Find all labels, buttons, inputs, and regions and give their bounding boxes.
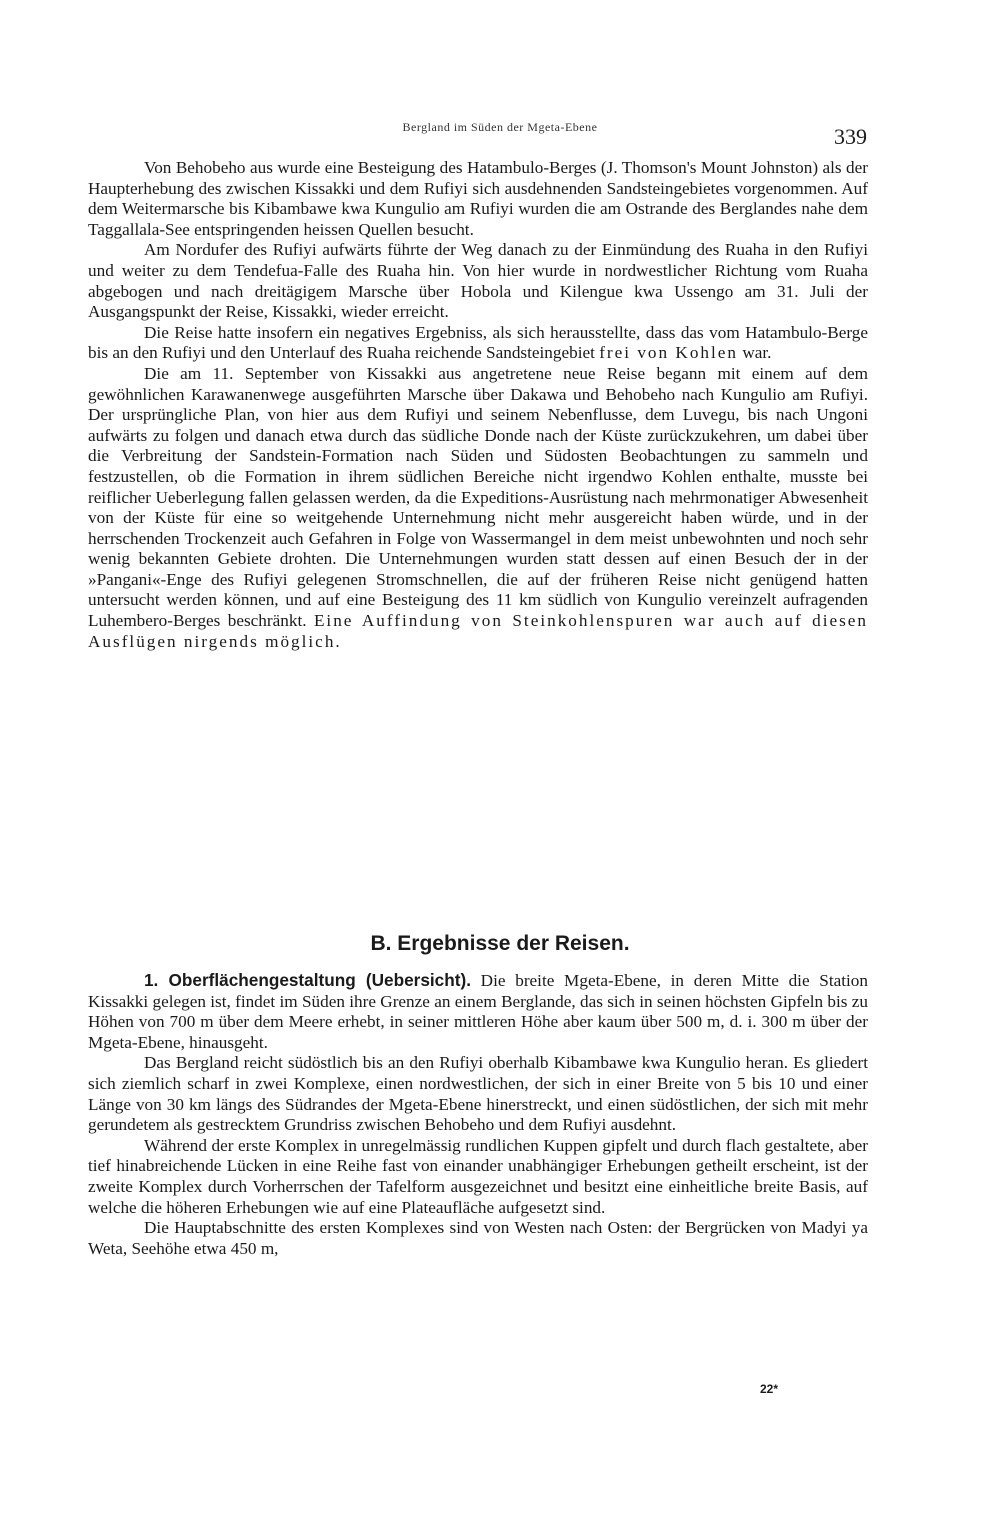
paragraph: Das Bergland reicht südöstlich bis an den Rufiyi oberhalb Kibambawe kwa Kungulio heran. Es gliedert sich ziemlich scharf in zwei Komplexe, einen nordwestlichen, der sich in einer Breite von 5 bis 10 und einer Länge von 30 km längs des Südrandes der Mgeta-Ebene hinerstreckt, und einen südöstlichen, der sich mit mehr gerundetem als gestrecktem Grundriss zwischen Behobeho und dem Rufiyi ausdehnt. (88, 1053, 868, 1135)
emphasized-text: frei von Kohlen (599, 343, 739, 363)
signature-mark: 22* (760, 1382, 779, 1396)
narrative-section (88, 158, 868, 652)
paragraph (88, 970, 868, 1053)
section-heading: B. Ergebnisse der Reisen. (370, 932, 630, 955)
paragraph-text: Die am 11. September von Kissakki aus angetretene neue Reise begann mit einem auf dem gewöhnlichen Karawanenwege ausgeführten Marsche über Dakawa und Behobeho nach Kungulio am Rufiyi. Der ursprüngliche Plan, von hier aus dem Rufiyi und seinem Nebenflusse, dem Luvegu, bis nach Ungoni aufwärts zu folgen und danach etwa durch das südliche Donde nach der Küste zurückzukehren, um dabei über die Verbreitung der Sandstein-Formation nach Süden und Südosten Beobachtungen zu sammeln und festzustellen, ob die Formation in ihrem südlichen Bereiche nicht irgendwo Kohlen enthalte, musste bei reiflicher Ueberlegung fallen gelassen werden, da die Expeditions-Ausrüstung nach mehrmonatiger Abwesenheit von der Küste für eine so weitgehende Unternehmung nicht mehr ausgereicht haben würde, und in der herrschenden Trockenzeit auch Gefahren in Folge von Wassermangel in dem meist unbewohnten und noch sehr wenig bekannten Gebiete drohten. Die Unternehmungen wurden statt dessen auf einen Besuch der in der »Pangani«-Enge des Rufiyi gelegenen Stromschnellen, die auf der früheren Reise nicht genügend hatten untersucht werden können, und auf eine Besteigung des 11 km südlich von Kungulio vereinzelt aufragenden Luhembero-Berges beschränkt. (88, 363, 868, 631)
page-number: 339 (834, 124, 867, 149)
running-head: Bergland im Süden der Mgeta-Ebene (402, 120, 598, 134)
paragraph-text: war. (738, 343, 772, 363)
paragraph (88, 323, 868, 364)
emphasized-text: Eine Auffindung von Steinkohlenspuren war auch auf diesen Ausflügen nirgends möglich. (88, 611, 869, 651)
paragraph-text: Die breite Mgeta-Ebene, in deren Mitte die Station Kissakki gelegen ist, findet im Süden ihre Grenze an einem Berglande, das sich in seinen höchsten Gipfeln bis zu Höhen von 700 m über dem Meere erhebt, in seiner mittleren Höhe aber kaum über 500 m, d. i. 300 m über der Mgeta-Ebene, hinausgeht. (88, 971, 868, 1052)
paragraph: Von Behobeho aus wurde eine Besteigung des Hatambulo-Berges (J. Thomson's Mount Johnston) als der Haupterhebung des zwischen Kissakki und dem Rufiyi sich ausdehnenden Sandsteingebietes vorgenommen. Auf dem Weitermarsche bis Kibambawe kwa Kungulio am Rufiyi wurden die am Ostrande des Berglandes nahe dem Taggallala-See entspringenden heissen Quellen besucht. (88, 158, 868, 239)
results-section (88, 970, 868, 1259)
paragraph-text: Die Reise hatte insofern ein negatives Ergebniss, als sich herausstellte, dass das vom Hatambulo-Berge bis an den Rufiyi und den Unterlauf des Ruaha reichende Sandsteingebiet (88, 322, 868, 363)
paragraph: Die Hauptabschnitte des ersten Komplexes sind von Westen nach Osten: der Bergrücken von Madyi ya Weta, Seehöhe etwa 450 m, (88, 1218, 868, 1258)
subsection-heading: 1. Oberflächengestaltung (Uebersicht). (144, 970, 471, 990)
paragraph: Am Nordufer des Rufiyi aufwärts führte der Weg danach zu der Einmündung des Ruaha in den Rufiyi und weiter zu dem Tendefua-Falle des Ruaha hin. Von hier wurde in nordwestlicher Richtung vom Ruaha abgebogen und nach dreitägigem Marsche über Hobola und Kilengue kwa Ussengo am 31. Juli der Ausgangspunkt der Reise, Kissakki, wieder erreicht. (88, 240, 868, 322)
paragraph: Während der erste Komplex in unregelmässig rundlichen Kuppen gipfelt und durch flach gestaltete, aber tief hinabreichende Lücken in eine Reihe fast von einander unabhängiger Erhebungen getheilt erscheint, ist der zweite Komplex durch Vorherrschen der Tafelform ausgezeichnet und besitzt eine einheitliche breite Basis, auf welche die höheren Erhebungen wie auf eine Plateaufläche aufgesetzt sind. (88, 1135, 868, 1217)
paragraph (88, 364, 868, 652)
